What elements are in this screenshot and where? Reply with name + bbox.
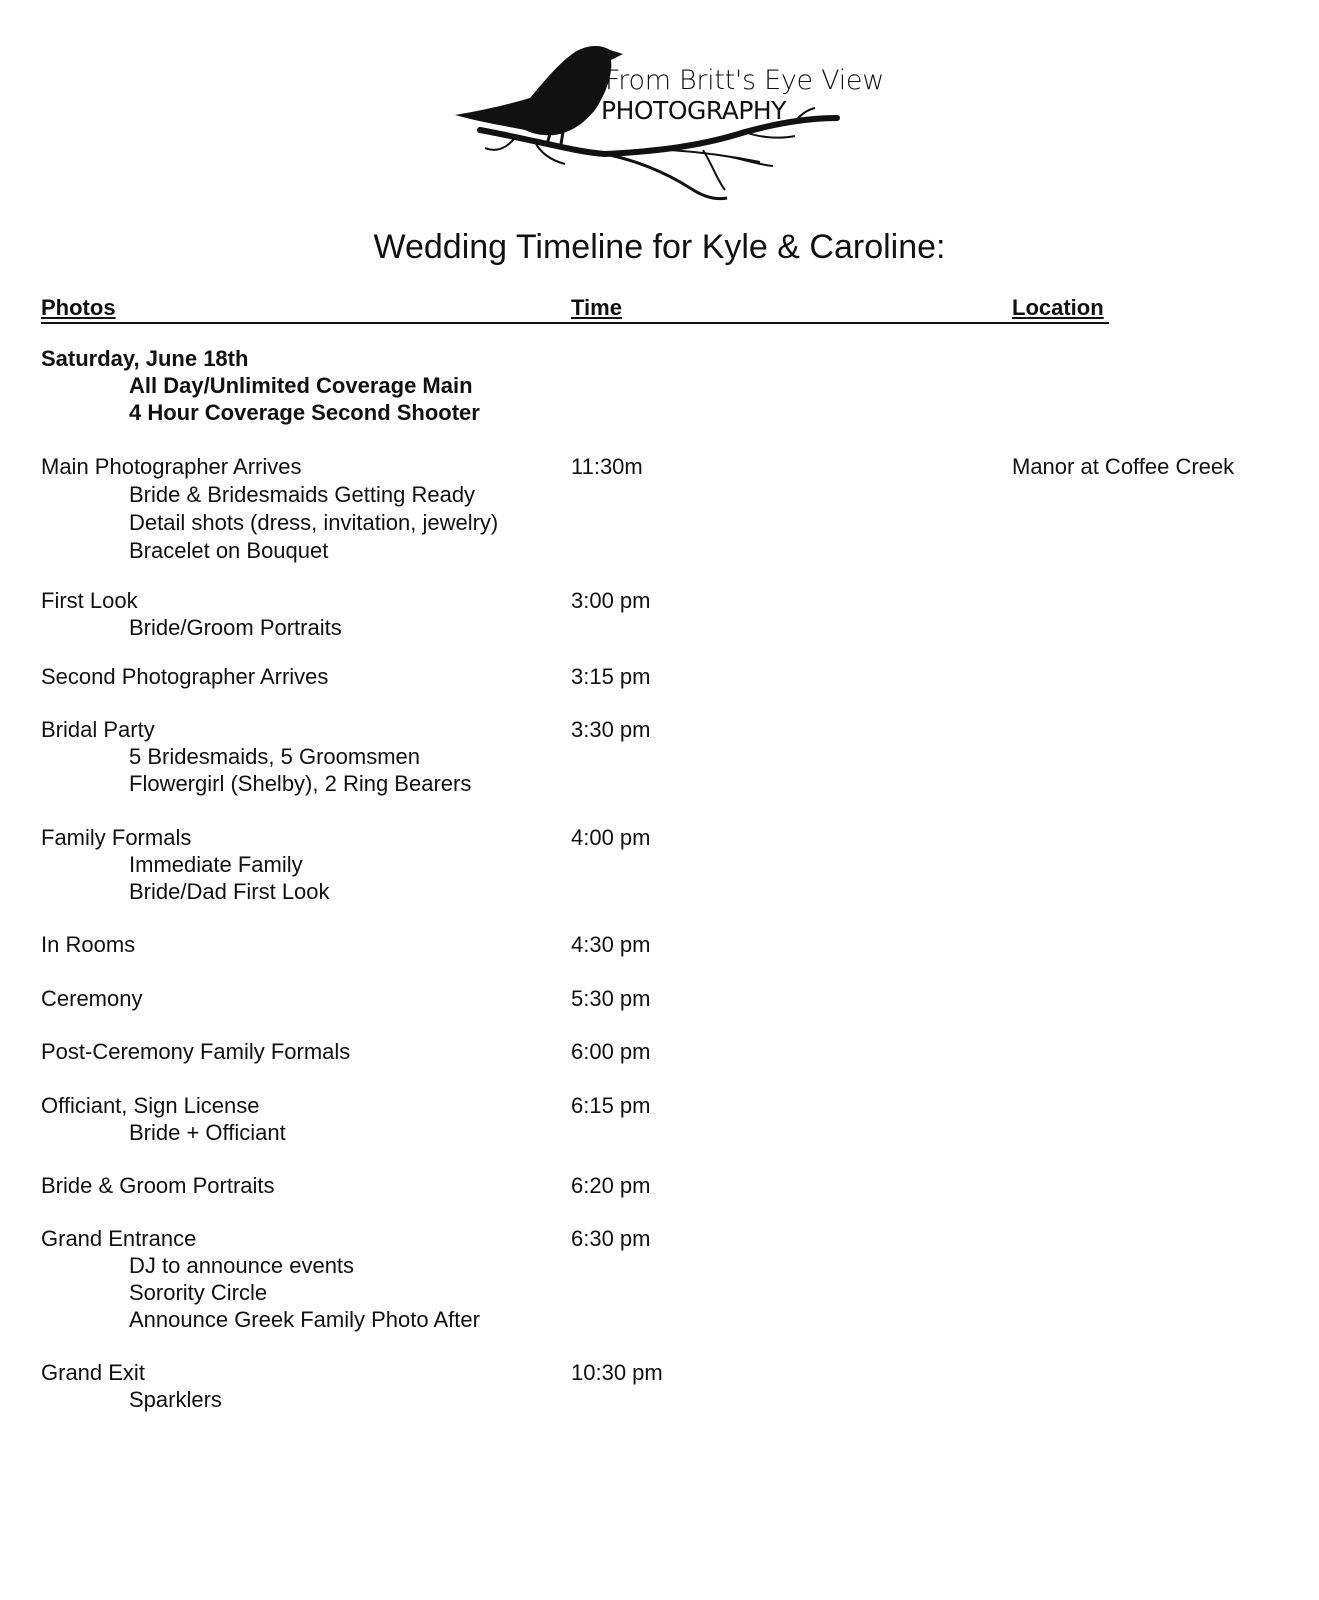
event-detail: Bride + Officiant (129, 1120, 286, 1145)
event-time: 3:30 pm (571, 717, 651, 742)
event-detail: Bride/Dad First Look (129, 879, 330, 904)
event-detail: Bracelet on Bouquet (129, 538, 329, 563)
event-name: Grand Entrance (41, 1226, 197, 1251)
event-time: 6:30 pm (571, 1226, 651, 1251)
coverage-line: 4 Hour Coverage Second Shooter (129, 400, 480, 425)
brand-logo (455, 40, 885, 205)
event-time: 4:00 pm (571, 825, 651, 850)
event-time: 6:15 pm (571, 1093, 651, 1118)
event-name: Second Photographer Arrives (41, 664, 329, 689)
event-time: 10:30 pm (571, 1360, 663, 1385)
event-name: First Look (41, 588, 138, 613)
event-detail: Sorority Circle (129, 1280, 268, 1305)
event-detail: Bride & Bridesmaids Getting Ready (129, 482, 476, 507)
event-name: Grand Exit (41, 1360, 145, 1385)
event-name: Officiant, Sign License (41, 1093, 260, 1118)
event-name: Bridal Party (41, 717, 155, 742)
event-time: 5:30 pm (571, 986, 651, 1011)
event-detail: Bride/Groom Portraits (129, 615, 342, 640)
column-header-photos: Photos (41, 295, 116, 320)
logo-line2: PHOTOGRAPHY (601, 96, 786, 125)
header-rule (41, 322, 1109, 324)
event-time: 6:20 pm (571, 1173, 651, 1198)
event-detail: 5 Bridesmaids, 5 Groomsmen (129, 744, 420, 769)
event-time: 3:15 pm (571, 664, 651, 689)
column-header-location: Location (1012, 295, 1104, 320)
page-title: Wedding Timeline for Kyle & Caroline: (373, 228, 946, 266)
logo-line1: From Britt's Eye View (605, 65, 885, 96)
event-detail: DJ to announce events (129, 1253, 355, 1278)
coverage-line: All Day/Unlimited Coverage Main (129, 373, 473, 398)
day-date: Saturday, June 18th (41, 346, 249, 371)
event-detail: Announce Greek Family Photo After (129, 1307, 480, 1332)
event-name: Bride & Groom Portraits (41, 1173, 275, 1198)
event-location: Manor at Coffee Creek (1012, 454, 1235, 479)
event-name: In Rooms (41, 932, 136, 957)
event-detail: Sparklers (129, 1387, 222, 1412)
column-header-time: Time (571, 295, 622, 320)
event-name: Family Formals (41, 825, 192, 850)
event-name: Ceremony (41, 986, 143, 1011)
event-time: 11:30m (571, 454, 643, 479)
event-name: Post-Ceremony Family Formals (41, 1039, 351, 1064)
event-time: 3:00 pm (571, 588, 651, 613)
event-time: 6:00 pm (571, 1039, 651, 1064)
event-detail: Flowergirl (Shelby), 2 Ring Bearers (129, 771, 472, 796)
event-name: Main Photographer Arrives (41, 454, 302, 479)
event-detail: Immediate Family (129, 852, 303, 877)
event-detail: Detail shots (dress, invitation, jewelry) (129, 510, 499, 535)
event-time: 4:30 pm (571, 932, 651, 957)
